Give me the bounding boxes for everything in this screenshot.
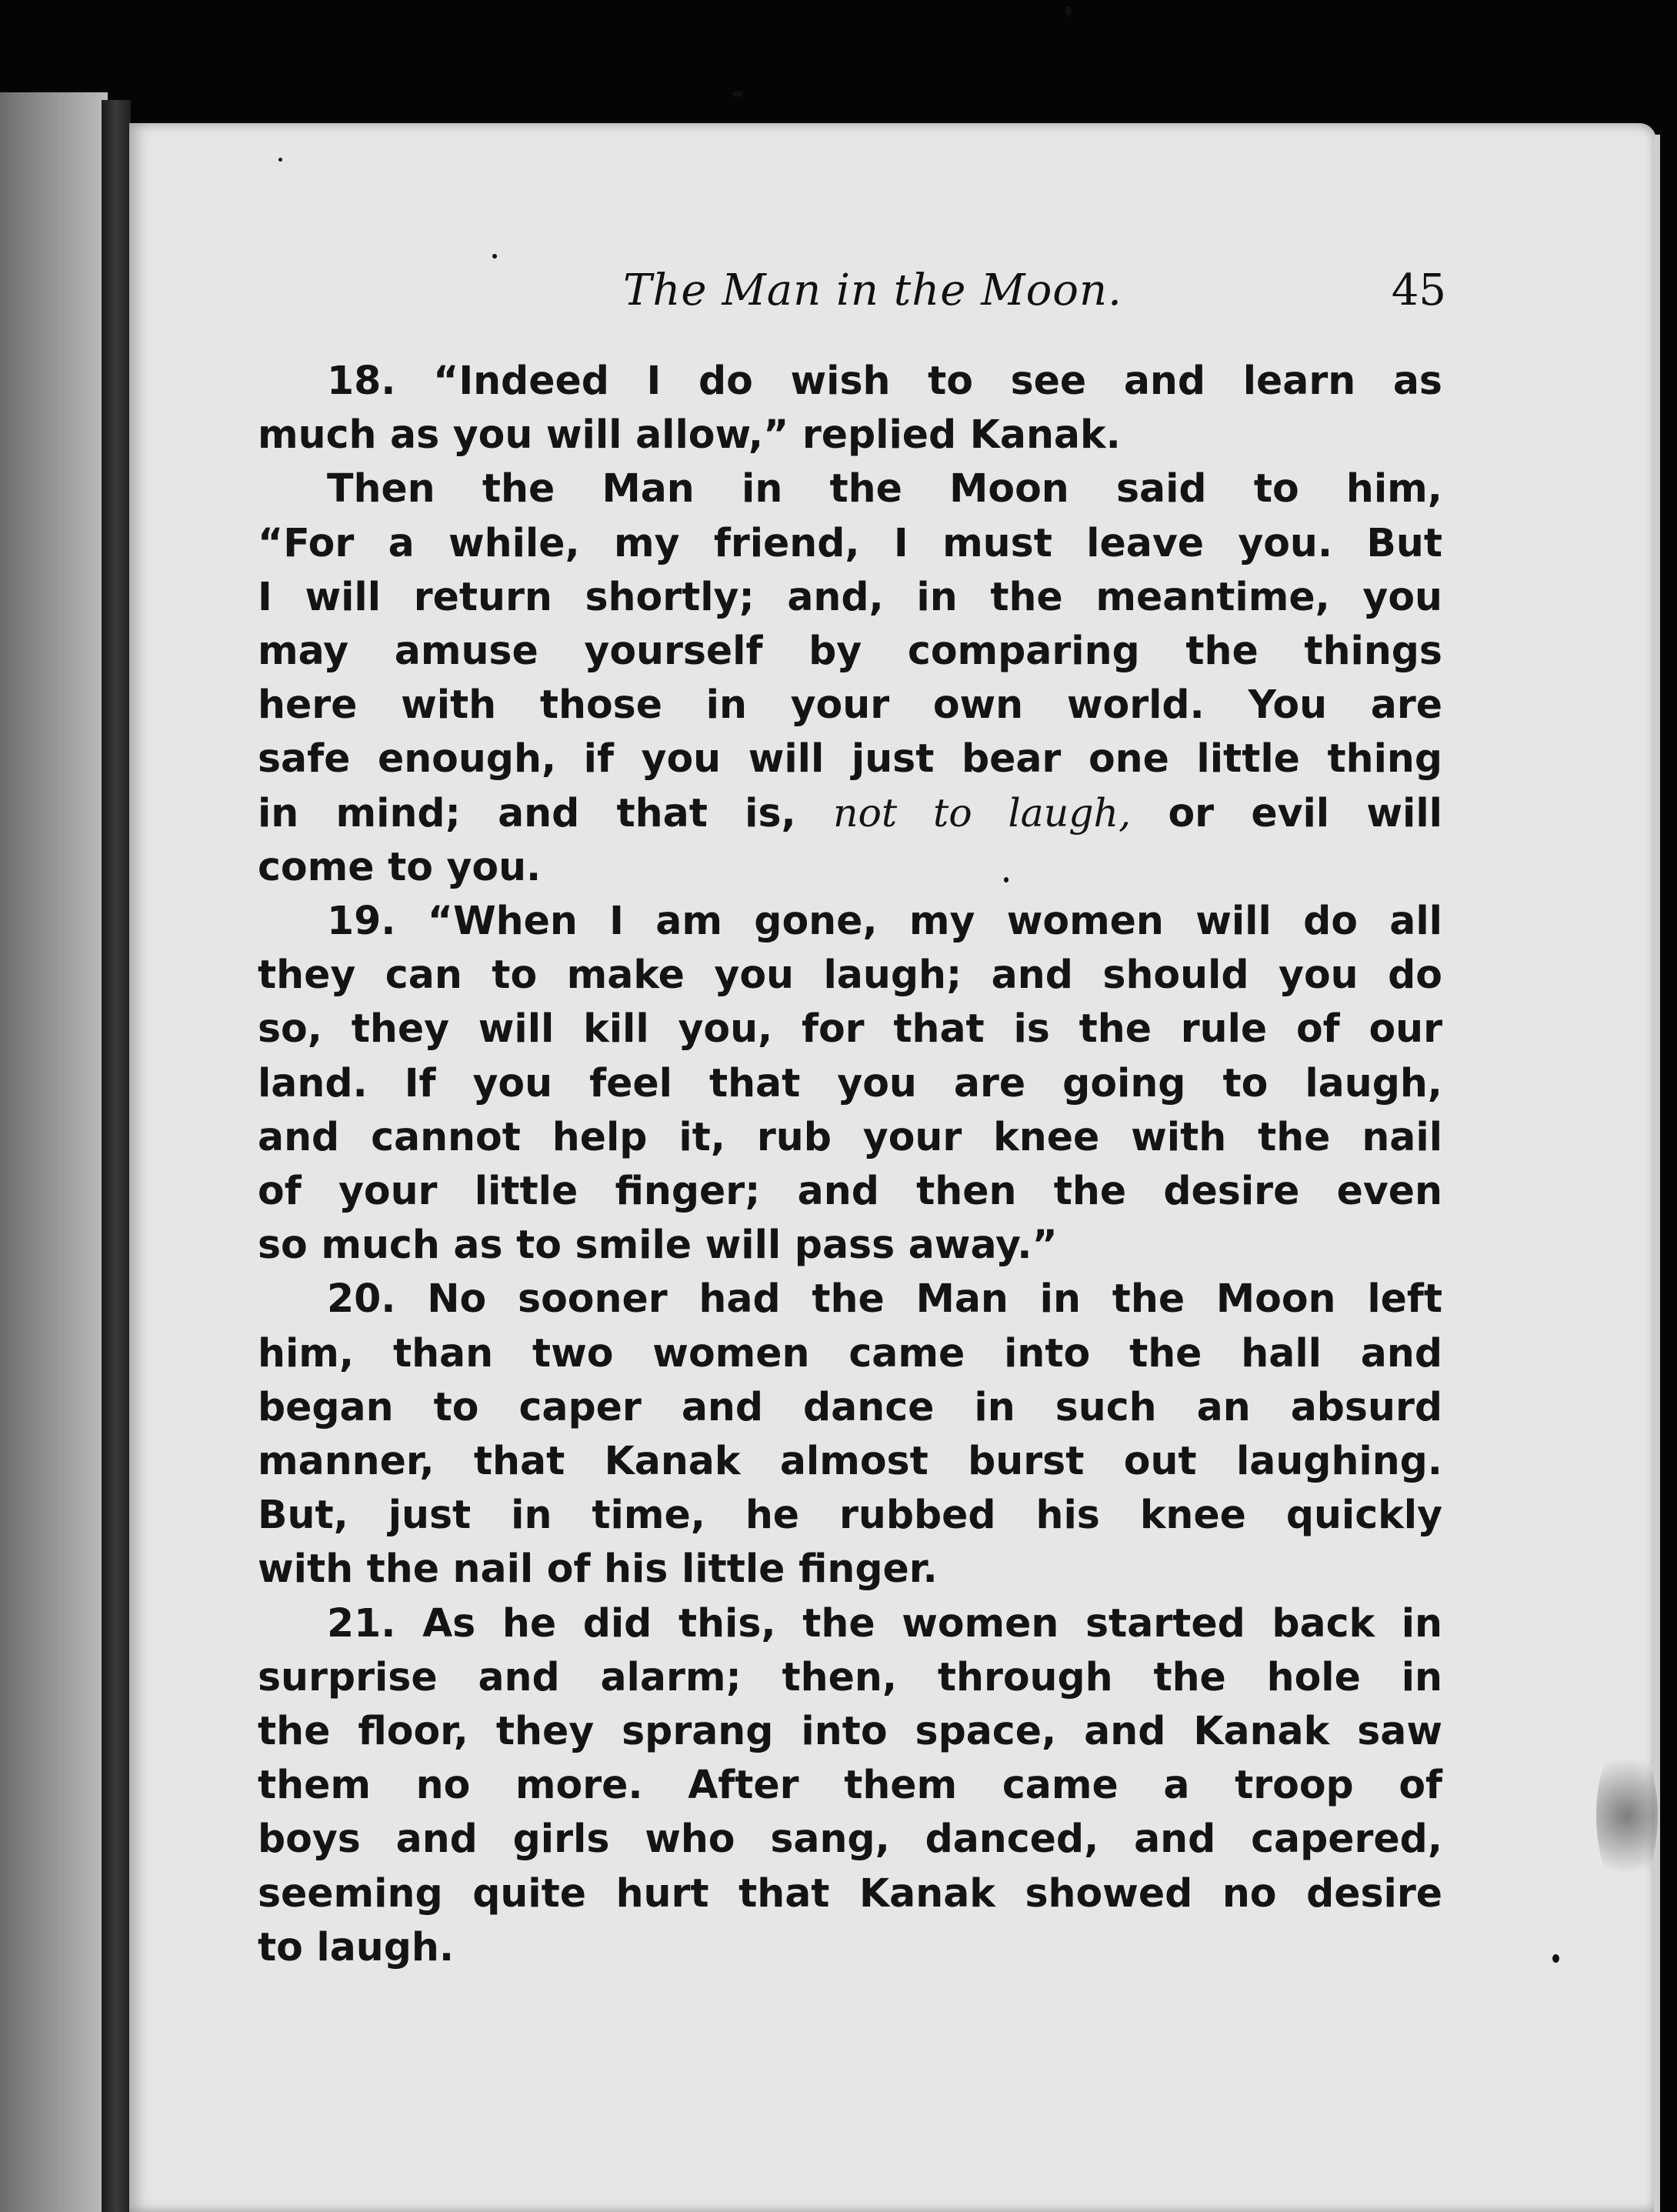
text-line: began to caper and dance in such an absurd <box>258 1383 1442 1430</box>
paragraph-21 <box>258 1596 1442 1974</box>
page-number: 45 <box>1391 265 1446 315</box>
text-line: and cannot help it, rub your knee with the nail <box>258 1113 1442 1159</box>
book-gutter <box>102 100 131 2212</box>
text-line: But, just in time, he rubbed his knee quickly <box>258 1492 1442 1538</box>
text-line: much as you will allow,” replied Kanak. <box>258 412 1121 458</box>
page-smudge <box>1596 1739 1658 1893</box>
text-line: so much as to smile will pass away.” <box>258 1222 1058 1268</box>
text-segment: or evil will <box>1168 789 1442 836</box>
facing-page-edge <box>0 92 108 2212</box>
scan-speck <box>1552 1954 1559 1963</box>
text-line <box>258 786 1442 840</box>
text-line: of your little finger; and then the desire even <box>258 1168 1442 1214</box>
text-line: manner, that Kanak almost burst out laughing. <box>258 1438 1442 1484</box>
page-edge-right <box>1654 135 1660 2212</box>
paragraph-18-continued <box>258 462 1442 894</box>
paragraph-19 <box>258 894 1442 1272</box>
scan-speck <box>492 254 497 259</box>
text-line: surprise and alarm; then, through the hole in <box>258 1653 1442 1700</box>
italic-phrase: not to laugh, <box>833 789 1132 836</box>
scan-speck <box>278 158 282 162</box>
text-line: seeming quite hurt that Kanak showed no desire <box>258 1870 1442 1916</box>
text-line: may amuse yourself by comparing the things <box>258 628 1442 674</box>
text-line: they can to make you laugh; and should you do <box>258 952 1442 998</box>
text-line: the floor, they sprang into space, and Kanak saw <box>258 1708 1442 1754</box>
text-line: safe enough, if you will just bear one little thing <box>258 736 1442 782</box>
text-line: come to you. <box>258 843 542 889</box>
text-line: “For a while, my friend, I must leave you. But <box>258 519 1442 566</box>
text-line: boys and girls who sang, danced, and capered, <box>258 1816 1442 1862</box>
text-line: Then the Man in the Moon said to him, <box>327 465 1442 512</box>
scan-speck <box>732 91 743 97</box>
text-line: them no more. After them came a troop of <box>258 1762 1442 1808</box>
text-line: him, than two women came into the hall and <box>258 1330 1442 1376</box>
text-line: I will return shortly; and, in the meantime, you <box>258 573 1442 619</box>
text-line: 21. As he did this, the women started back in <box>327 1600 1442 1646</box>
text-line: so, they will kill you, for that is the rule of our <box>258 1006 1442 1052</box>
text-line: 20. No sooner had the Man in the Moon left <box>327 1276 1442 1322</box>
text-line: 19. “When I am gone, my women will do all <box>327 898 1442 944</box>
running-title: The Man in the Moon. <box>623 265 1122 315</box>
text-segment: in mind; and that is, <box>258 789 796 836</box>
text-line: to laugh. <box>258 1923 455 1970</box>
text-line: with the nail of his little finger. <box>258 1546 938 1592</box>
paragraph-18 <box>258 354 1442 462</box>
text-line: land. If you feel that you are going to laugh, <box>258 1059 1442 1106</box>
body-text <box>258 354 1442 1974</box>
running-head <box>262 265 1446 358</box>
scan-speck <box>1065 6 1072 15</box>
paragraph-20 <box>258 1272 1442 1596</box>
text-line: 18. “Indeed I do wish to see and learn as <box>327 358 1442 403</box>
text-line: here with those in your own world. You are <box>258 682 1442 728</box>
